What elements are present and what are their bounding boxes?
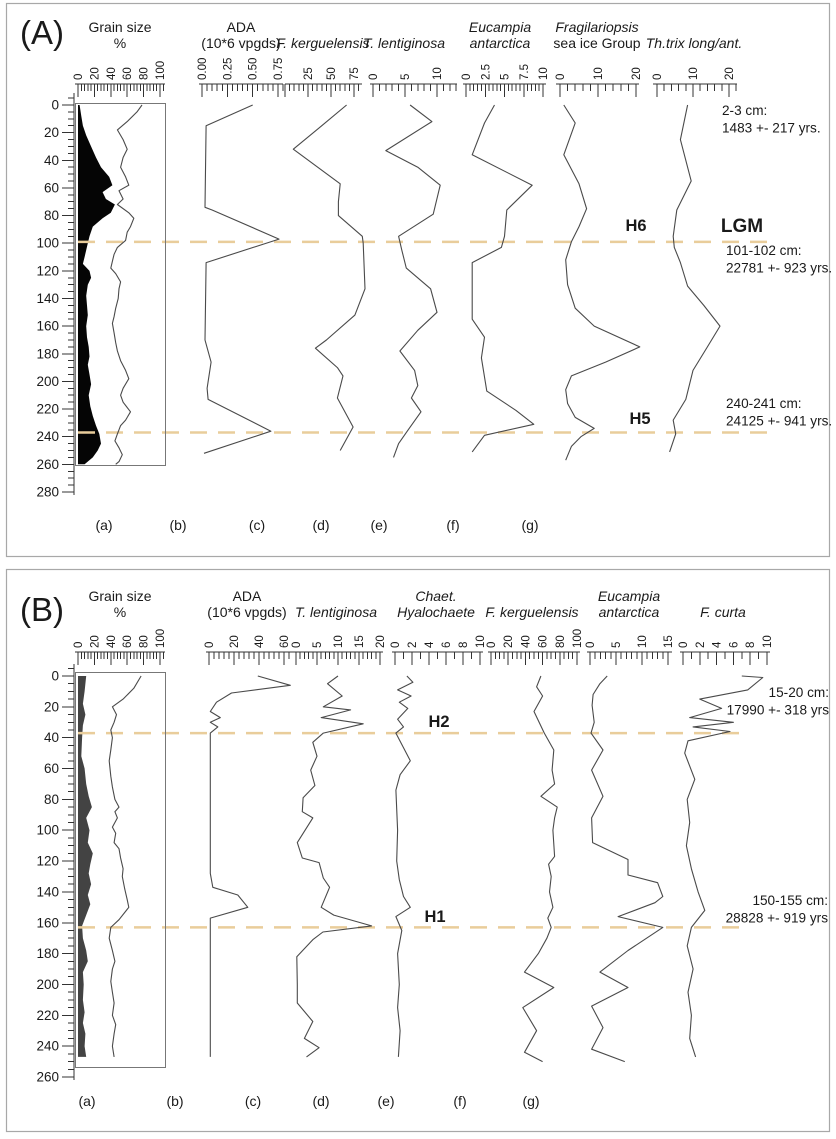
event-label-H1: H1 [424,908,446,926]
depth-label: 0 [51,668,59,684]
depth-label: 60 [43,180,59,196]
column-title: Th.trix long/ant. [645,35,743,51]
axis-tick-label: 0 [461,73,473,80]
age-annotation: 1483 +- 217 yrs. [722,120,821,136]
depth-label: 200 [36,373,59,389]
panel-sublabel: (c) [244,1093,262,1109]
depth-label: 20 [43,699,59,715]
axis-tick-label: 75 [349,67,361,80]
axis-tick-label: 100 [572,628,584,648]
depth-label: 40 [43,152,59,168]
panel-sublabel: (d) [312,1093,330,1109]
column-title: Grain size [88,588,152,604]
axis-tick-label: 0 [368,73,380,80]
age-annotation: 101-102 cm: [726,243,802,258]
depth-label: 140 [36,290,59,306]
panel-sublabel: (a) [95,517,113,533]
axis-tick-label: 5 [312,641,324,648]
axis-tick-label: 20 [375,635,387,648]
depth-label: 240 [36,1038,59,1054]
axis-tick-label: 80 [554,635,567,648]
grain-size-curve [111,105,142,464]
ada-curve [204,105,279,453]
panel-sublabel: (g) [522,1093,540,1109]
panel-sublabel: (f) [453,1093,467,1109]
depth-label: 220 [36,401,59,417]
axis-tick-label: 6 [441,641,453,648]
column-title: Fragilariopsis [555,19,639,35]
axis-tick-label: 6 [728,641,741,648]
axis-tick-label: 10 [762,635,774,648]
axis-tick-label: 8 [458,641,470,648]
axis-tick-label: 10 [637,635,649,648]
column-title: Chaet. [415,588,457,604]
depth-label: 60 [43,761,59,777]
axis-tick-label: 10 [688,67,700,80]
column-title: % [113,604,127,620]
axis-tick-label: 40 [105,67,118,80]
axis-tick-label: 0 [291,641,303,648]
column-title: Grain size [88,19,152,35]
panel-sublabel: (c) [248,517,266,533]
thtrix-curve [670,105,720,452]
axis-tick-label: 60 [537,635,550,648]
axis-tick-label: 0 [678,641,690,648]
depth-label: 180 [36,946,59,962]
depth-label: 260 [36,456,59,472]
panel-sublabel: (g) [521,517,539,533]
axis-tick-label: 60 [122,67,135,80]
depth-label: 120 [36,853,59,869]
event-label-H5: H5 [629,410,651,428]
depth-label: 100 [36,235,59,251]
axis-tick-label: 60 [122,635,135,648]
axis-tick-label: 10 [593,67,605,80]
axis-tick-label: 0 [73,73,85,80]
axis-tick-label: 0.50 [247,57,260,80]
axis-tick-label: 0 [390,641,402,648]
depth-label: 160 [36,915,59,931]
column-title: antarctica [598,604,660,620]
axis-tick-label: 0 [204,641,216,648]
column-title: antarctica [469,35,531,51]
axis-tick-label: 60 [279,635,291,648]
depth-label: 100 [36,822,59,838]
axis-tick-label: 40 [254,635,266,648]
f-kerguelensis-curve [293,105,365,451]
axis-tick-label: 5 [499,73,512,80]
depth-label: 80 [43,208,59,224]
grain-area [78,105,115,464]
column-title: Eucampia [597,588,661,604]
axis-tick-label: 10 [432,67,444,80]
age-annotation: 24125 +- 941 yrs. [726,413,833,429]
axis-tick-label: 2 [694,641,707,648]
panel-sublabel: (a) [78,1093,96,1109]
axis-tick-label: 0.00 [197,57,209,80]
depth-label: 140 [36,884,59,900]
fragilariopsis-sea-ice-curve [564,105,640,460]
t-lentiginosa-curve [386,105,440,457]
age-annotation: 22781 +- 923 yrs. [726,260,833,276]
axis-tick-label: 8 [745,641,758,648]
axis-tick-label: 20 [631,67,643,80]
panel-sublabel: (f) [446,517,460,533]
depth-label: 180 [36,346,59,362]
age-annotation: 2-3 cm: [722,103,768,118]
column-title: sea ice Group [553,35,641,51]
axis-tick-label: 0 [73,641,85,648]
panel-sublabel: (e) [370,517,388,533]
axis-tick-label: 5 [400,73,412,80]
axis-tick-label: 20 [724,67,736,80]
axis-tick-label: 80 [138,67,151,80]
depth-label: 200 [36,976,59,992]
column-title: F. curta [700,604,746,620]
column-title: T. lentiginosa [363,35,445,51]
column-title: ADA [232,588,262,604]
depth-label: 80 [43,791,59,807]
axis-tick-label: 15 [663,635,675,648]
axis-tick-label: 0 [486,641,498,648]
axis-tick-label: 0 [555,73,567,80]
axis-tick-label: 2 [407,641,419,648]
panel-letter: (B) [20,591,64,628]
axis-tick-label: 0 [652,73,664,80]
age-annotation: 17990 +- 318 yrs [726,702,829,718]
column-title: ADA [226,19,256,35]
axis-tick-label: 15 [354,635,366,648]
axis-tick-label: 40 [105,635,118,648]
column-title: (10*6 vpgds) [207,604,287,620]
column-title: F. kerguelensis [485,604,579,620]
axis-tick-label: 0.25 [222,57,235,80]
column-title: Eucampia [468,19,532,35]
axis-tick-label: 5 [611,641,623,648]
axis-tick-label: 20 [89,67,102,80]
panel-sublabel: (e) [377,1093,395,1109]
axis-tick-label: 100 [155,60,167,80]
axis-tick-label: 20 [229,635,241,648]
column-title: Hyalochaete [397,604,475,620]
age-annotation: 240-241 cm: [726,396,802,411]
axis-tick-label: 10 [475,635,487,648]
axis-tick-label: 20 [503,635,516,648]
column-title: (10*6 vpgds) [201,35,281,51]
panel-frame [7,570,830,1132]
axis-tick-label: 50 [326,67,338,80]
depth-label: 20 [43,125,59,141]
axis-tick-label: 0.75 [273,57,285,80]
column-title: % [113,35,127,51]
panel-sublabel: (b) [166,1093,184,1109]
axis-tick-label: 100 [155,628,167,648]
panel-sublabel: (d) [312,517,330,533]
depth-label: 120 [36,263,59,279]
column-title: T. lentiginosa [295,604,377,620]
axis-tick-label: 10 [538,67,550,80]
depth-label: 260 [36,1069,59,1085]
age-annotation: 28828 +- 919 yrs [725,910,828,926]
axis-tick-label: 25 [303,67,315,80]
event-label-H2: H2 [428,713,450,731]
age-annotation: 150-155 cm: [752,893,828,908]
panel-letter: (A) [20,14,64,51]
axis-tick-label: 2.5 [480,64,493,80]
eucampia-curve [472,105,534,452]
depth-label: 40 [43,730,59,746]
depth-label: 280 [36,484,59,500]
axis-tick-label: 80 [138,635,151,648]
age-annotation: 15-20 cm: [768,685,829,700]
panel-sublabel: (b) [169,517,187,533]
axis-tick-label: 40 [520,635,533,648]
axis-tick-label: 7.5 [518,64,531,80]
depth-label: 160 [36,318,59,334]
event-label-LGM: LGM [720,216,764,237]
depth-label: 220 [36,1007,59,1023]
event-label-H6: H6 [625,217,647,235]
axis-tick-label: 0 [585,641,597,648]
depth-label: 0 [51,97,59,113]
axis-tick-label: 4 [711,641,724,648]
axis-tick-label: 20 [89,635,102,648]
column-title: F. kerguelensis [276,35,370,51]
depth-label: 240 [36,429,59,445]
axis-tick-label: 4 [424,641,436,648]
axis-tick-label: 10 [333,635,345,648]
